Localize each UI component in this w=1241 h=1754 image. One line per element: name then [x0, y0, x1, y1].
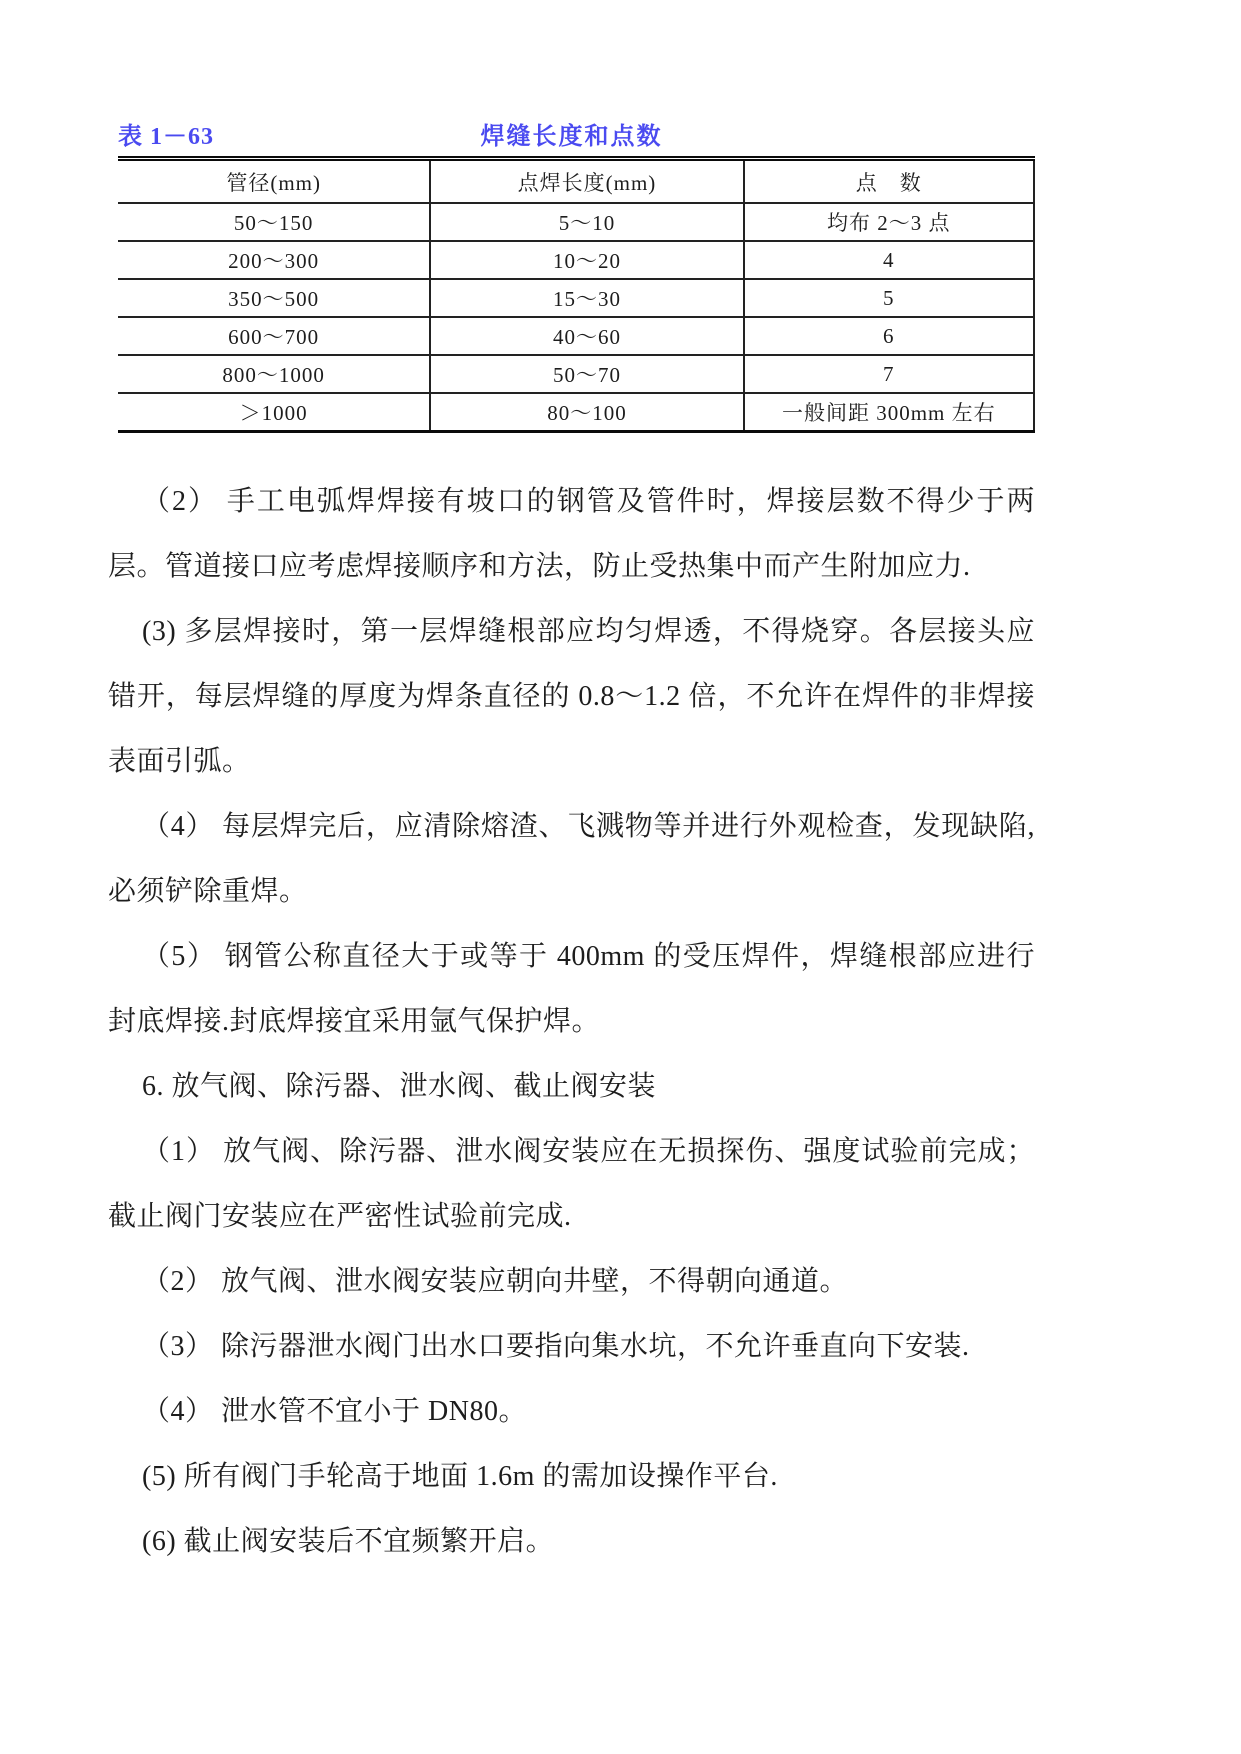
paragraph: （4） 泄水管不宜小于 DN80。 [142, 1396, 527, 1427]
table-cell: 一般间距 300mm 左右 [744, 393, 1034, 432]
table-row [118, 355, 1034, 393]
table-cell: 800～1000 [118, 355, 430, 393]
document-content [108, 112, 1035, 1574]
table-cell: 7 [744, 355, 1034, 393]
paragraph: （4） 每层焊完后，应清除熔渣、飞溅物等并进行外观检查，发现缺陷,必须铲除重焊。 [108, 811, 1035, 907]
table-cell: 200～300 [118, 241, 430, 279]
paragraph: (3) 多层焊接时，第一层焊缝根部应均匀焊透，不得烧穿。各层接头应错开，每层焊缝的厚度为焊条直径的 0.8～1.2 倍，不允许在焊件的非焊接表面引弧。 [108, 616, 1035, 777]
table-cell: 5 [744, 279, 1034, 317]
table-caption-row [108, 112, 1035, 156]
table-cell: 4 [744, 241, 1034, 279]
table-cell: 600～700 [118, 317, 430, 355]
header-cell-pipe-diameter: 管径(mm) [118, 159, 430, 204]
table-cell: 40～60 [430, 317, 743, 355]
table-header-row [118, 159, 1034, 204]
paragraph: (5) 所有阀门手轮高于地面 1.6m 的需加设操作平台. [142, 1461, 778, 1492]
table-caption-title: 焊缝长度和点数 [480, 124, 663, 150]
paragraph: （3） 除污器泄水阀门出水口要指向集水坑，不允许垂直向下安装. [142, 1331, 970, 1362]
paragraph: （5） 钢管公称直径大于或等于 400mm 的受压焊件，焊缝根部应进行封底焊接.封底焊接宜采用氩气保护焊。 [108, 941, 1035, 1037]
paragraph: （2） 放气阀、泄水阀安装应朝向井壁，不得朝向通道。 [142, 1266, 849, 1297]
table-cell: 350～500 [118, 279, 430, 317]
header-cell-point-count: 点 数 [744, 159, 1034, 204]
table-cell: 10～20 [430, 241, 743, 279]
table-cell: 50～70 [430, 355, 743, 393]
table-row [118, 241, 1034, 279]
table-cell: 80～100 [430, 393, 743, 432]
body-text-block [108, 469, 1035, 1574]
table-cell: 15～30 [430, 279, 743, 317]
table-cell: 5～10 [430, 203, 743, 241]
header-cell-tack-weld-length: 点焊长度(mm) [430, 159, 743, 204]
table-cell: 6 [744, 317, 1034, 355]
paragraph: (6) 截止阀安装后不宜频繁开启。 [142, 1526, 555, 1557]
table-row [118, 203, 1034, 241]
table-row [118, 279, 1034, 317]
weld-spec-table [118, 156, 1035, 433]
table-cell: 均布 2～3 点 [744, 203, 1034, 241]
table-row [118, 317, 1034, 355]
paragraph: （1） 放气阀、除污器、泄水阀安装应在无损探伤、强度试验前完成；截止阀门安装应在严密性试验前完成. [108, 1136, 1035, 1232]
table-caption-label: 表 1－63 [118, 124, 214, 150]
table-cell: 50～150 [118, 203, 430, 241]
paragraph: （2） 手工电弧焊焊接有坡口的钢管及管件时，焊接层数不得少于两层。管道接口应考虑焊接顺序和方法，防止受热集中而产生附加应力. [108, 486, 1035, 582]
table-cell: ＞1000 [118, 393, 430, 432]
table-row [118, 393, 1034, 432]
section-heading: 6. 放气阀、除污器、泄水阀、截止阀安装 [142, 1071, 657, 1102]
